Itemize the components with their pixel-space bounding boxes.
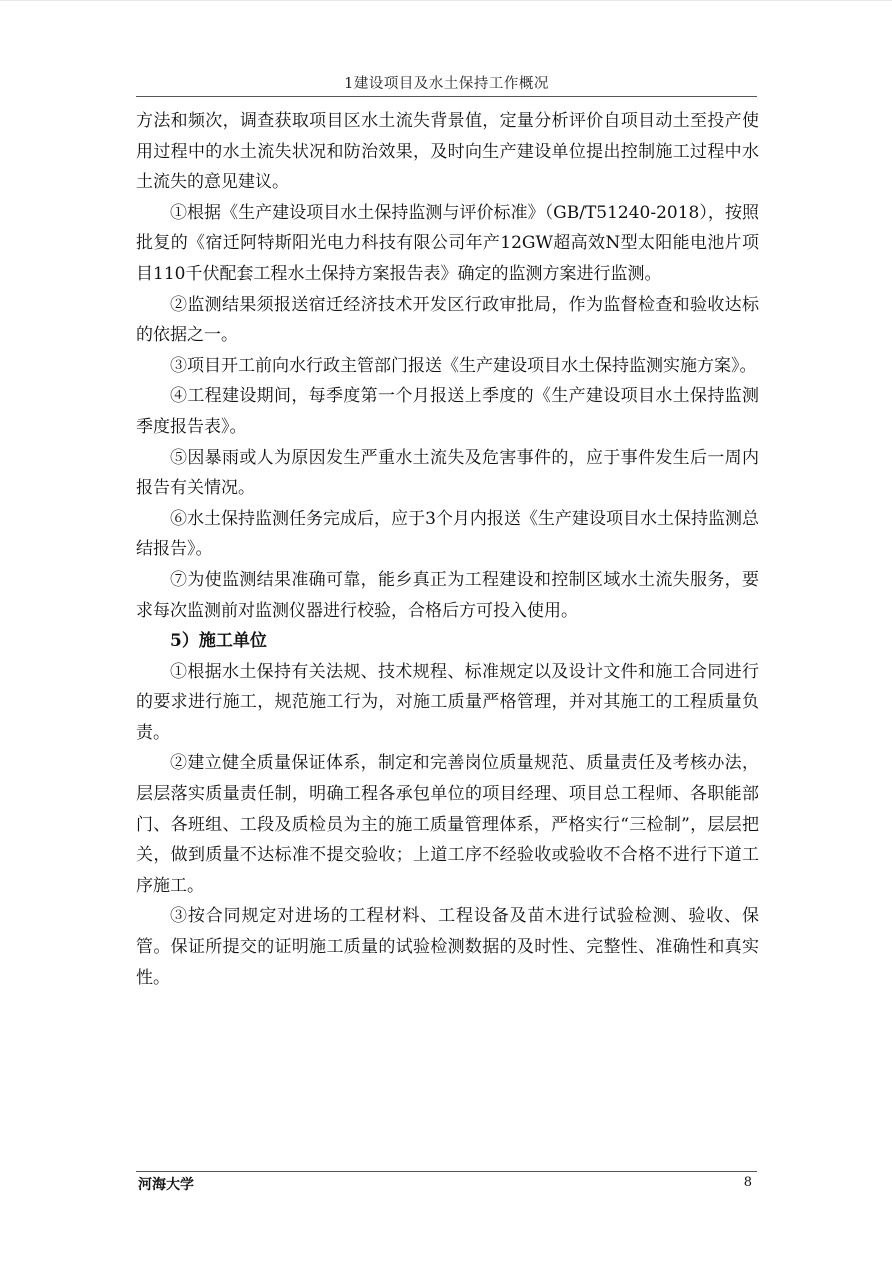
paragraph-continued: 方法和频次，调查获取项目区水土流失背景值，定量分析评价自项目动土至投产使用过程中的水土流失状况和防治效果，及时向生产建设单位提出控制施工过程中水土流失的意见建议。 [136, 111, 759, 193]
paragraph-construction-item-2: ②建立健全质量保证体系，制定和完善岗位质量规范、质量责任及考核办法，层层落实质量责任制，明确工程各承包单位的项目经理、项目总工程师、各职能部门、各班组、工段及质检员为主的施工质量管理体系，严格实行“三检制”，层层把关，做到质量不达标准不提交验收；上道工序不经验收或验收不合格不进行下道工序施工。 [136, 753, 759, 896]
page-body [136, 106, 759, 993]
top-edge-rule [0, 0, 892, 1]
paragraph-monitoring-item-6: ⑥水土保持监测任务完成后，应于3个月内报送《生产建设项目水土保持监测总结报告》。 [136, 508, 759, 560]
paragraph-monitoring-item-7: ⑦为使监测结果准确可靠，能乡真正为工程建设和控制区域水土流失服务，要求每次监测前对监测仪器进行校验，合格后方可投入使用。 [136, 569, 759, 621]
footer-rule [136, 1171, 757, 1172]
running-header: 1建设项目及水土保持工作概况 [344, 76, 549, 92]
paragraph-monitoring-item-1: ①根据《生产建设项目水土保持监测与评价标准》（GB/T51240-2018），按照批复的《宿迁阿特斯阳光电力科技有限公司年产12GW超高效N型太阳能电池片项目110千伏配套工程水土保持方案报告表》确定的监测方案进行监测。 [136, 202, 759, 284]
footer-institution: 河海大学 [138, 1177, 194, 1193]
paragraph-monitoring-item-3: ③项目开工前向水行政主管部门报送《生产建设项目水土保持监测实施方案》。 [170, 355, 757, 376]
page-number: 8 [743, 1175, 752, 1190]
header-rule [136, 96, 757, 97]
paragraph-monitoring-item-4: ④工程建设期间，每季度第一个月报送上季度的《生产建设项目水土保持监测季度报告表》。 [136, 386, 759, 437]
paragraph-construction-item-1: ①根据水土保持有关法规、技术规程、标准规定以及设计文件和施工合同进行的要求进行施工，规范施工行为，对施工质量严格管理，并对其施工的工程质量负责。 [136, 661, 759, 743]
paragraph-monitoring-item-5: ⑤因暴雨或人为原因发生严重水土流失及危害事件的，应于事件发生后一周内报告有关情况。 [136, 447, 759, 499]
paragraph-monitoring-item-2: ②监测结果须报送宿迁经济技术开发区行政审批局，作为监督检查和验收达标的依据之一。 [136, 294, 759, 346]
section-heading-construction-unit: 5）施工单位 [170, 631, 267, 652]
paragraph-construction-item-3: ③按合同规定对进场的工程材料、工程设备及苗木进行试验检测、验收、保管。保证所提交的证明施工质量的试验检测数据的及时性、完整性、准确性和真实性。 [136, 906, 759, 988]
